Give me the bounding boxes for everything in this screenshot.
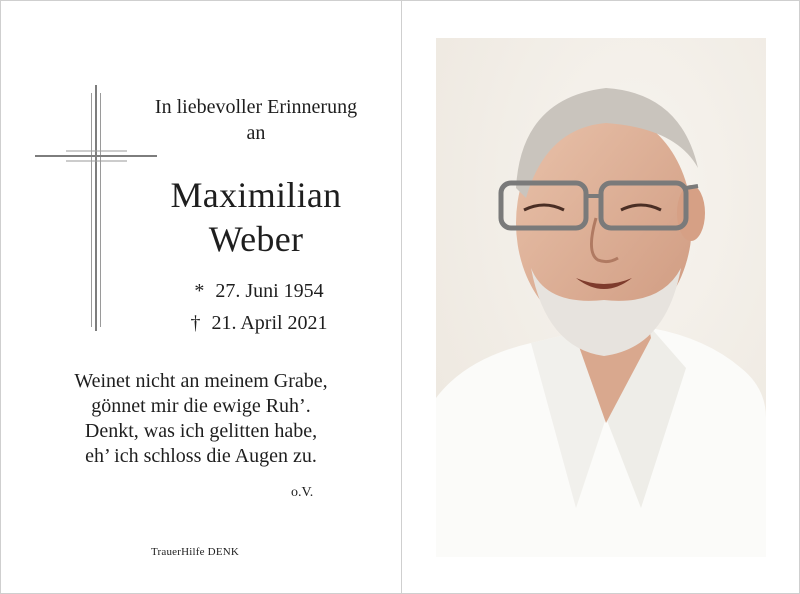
poem-line: Weinet nicht an meinem Grabe, bbox=[74, 370, 328, 392]
intro-line-2: an bbox=[246, 122, 266, 144]
death-date: 21. April 2021 bbox=[211, 312, 328, 334]
deceased-name bbox=[131, 173, 381, 261]
publisher-label: TrauerHilfe DENK bbox=[151, 546, 240, 558]
death-row bbox=[151, 307, 361, 339]
birth-row bbox=[151, 275, 361, 307]
intro-line-1: In liebevoller Erinnerung bbox=[154, 96, 358, 118]
poem-line: Denkt, was ich gelitten habe, bbox=[84, 420, 318, 442]
first-name: Maximilian bbox=[170, 175, 342, 215]
card-fold bbox=[401, 1, 402, 593]
poem-author: o.V. bbox=[291, 485, 314, 500]
portrait-photo bbox=[436, 38, 766, 557]
cross-icon bbox=[1, 1, 171, 341]
intro-text bbox=[131, 94, 381, 146]
life-dates bbox=[151, 275, 361, 339]
last-name: Weber bbox=[208, 219, 304, 259]
poem-line: gönnet mir die ewige Ruh’. bbox=[91, 395, 311, 417]
poem bbox=[41, 369, 361, 469]
birth-date: 27. Juni 1954 bbox=[215, 280, 324, 302]
death-dagger-icon: † bbox=[190, 312, 201, 334]
poem-line: eh’ ich schloss die Augen zu. bbox=[85, 445, 317, 467]
birth-star-icon: * bbox=[194, 280, 205, 302]
